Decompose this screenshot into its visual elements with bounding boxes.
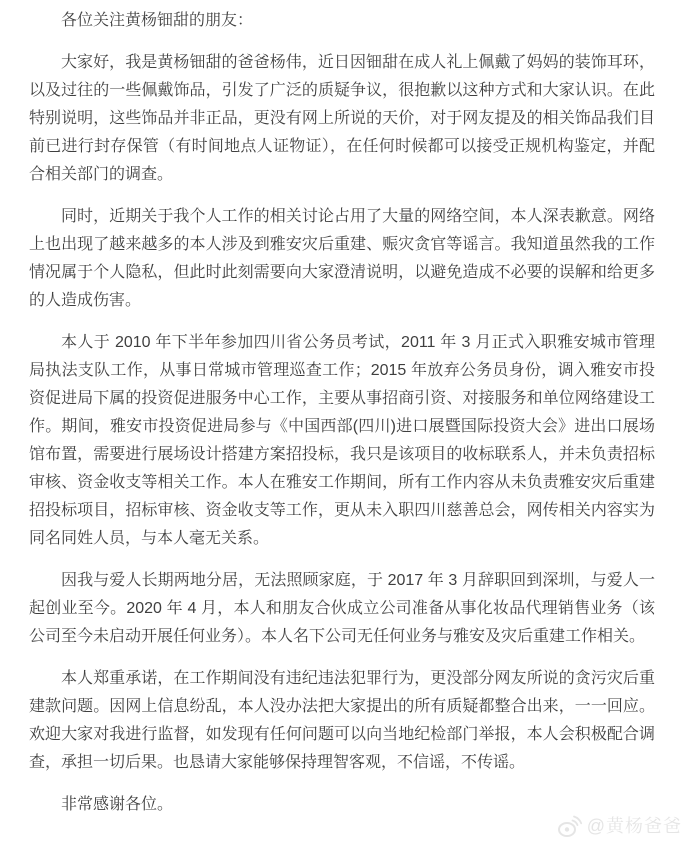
paragraph-2: 同时，近期关于我个人工作的相关讨论占用了大量的网络空间，本人深表歉意。网络上也出现了越来越多的本人涉及到雅安灾后重建、赈灾贪官等谣言。我知道虽然我的工作情况属于个人隐私，但此时此刻需要向大家澄清说明，以避免造成不必要的误解和给更多的人造成伤害。 [29, 208, 655, 309]
paragraph-3: 本人于 2010 年下半年参加四川省公务员考试，2011 年 3 月正式入职雅安城市管理局执法支队工作，从事日常城市管理巡查工作；2015 年放弃公务员身份，调入雅安市投资促进局下属的投资促进服务中心工作，主要从事招商引资、对接服务和单位网络建设工作。期间，雅安市投资促进局参与《中国西部(四川)进口展暨国际投资大会》进出口展场馆布置，需要进行展场设计搭建方案招投标，我只是该项目的收标联系人，并未负责招标审核、资金收支等相关工作。本人在雅安工作期间，所有工作内容从未负责雅安灾后重建招投标项目，招标审核、资金收支等工作，更从未入职四川慈善总会，网传相关内容实为同名同姓人员，与本人毫无关系。 [29, 334, 655, 547]
paragraph-1: 大家好，我是黄杨钿甜的爸爸杨伟，近日因钿甜在成人礼上佩戴了妈妈的装饰耳环，以及过往的一些佩戴饰品，引发了广泛的质疑争议，很抱歉以这种方式和大家认识。在此特别说明，这些饰品并非正品，更没有网上所说的天价，对于网友提及的相关饰品我们目前已进行封存保管（有时间地点人证物证），在任何时候都可以接受正规机构鉴定，并配合相关部门的调查。 [29, 54, 655, 183]
paragraph-4: 因我与爱人长期两地分居，无法照顾家庭，于 2017 年 3 月辞职回到深圳，与爱人一起创业至今。2020 年 4 月，本人和朋友合伙成立公司准备从事化妆品代理销售业务（该公司至今未启动开展任何业务）。本人名下公司无任何业务与雅安及灾后重建工作相关。 [29, 572, 655, 645]
watermark-handle: @黄杨爸爸 [586, 816, 682, 836]
closing-line: 非常感谢各位。 [61, 796, 174, 813]
salutation: 各位关注黄杨钿甜的朋友： [61, 12, 254, 29]
paragraph-5: 本人郑重承诺，在工作期间没有违纪违法犯罪行为，更没部分网友所说的贪污灾后重建款问题。因网上信息纷乱，本人没办法把大家提出的所有质疑都整合出来，一一回应。欢迎大家对我进行监督，如发现有任何问题可以向当地纪检部门举报，本人会积极配合调查，承担一切后果。也恳请大家能够保持理智客观，不信谣，不传谣。 [29, 670, 655, 771]
weibo-watermark [557, 814, 682, 838]
weibo-icon [557, 814, 583, 838]
